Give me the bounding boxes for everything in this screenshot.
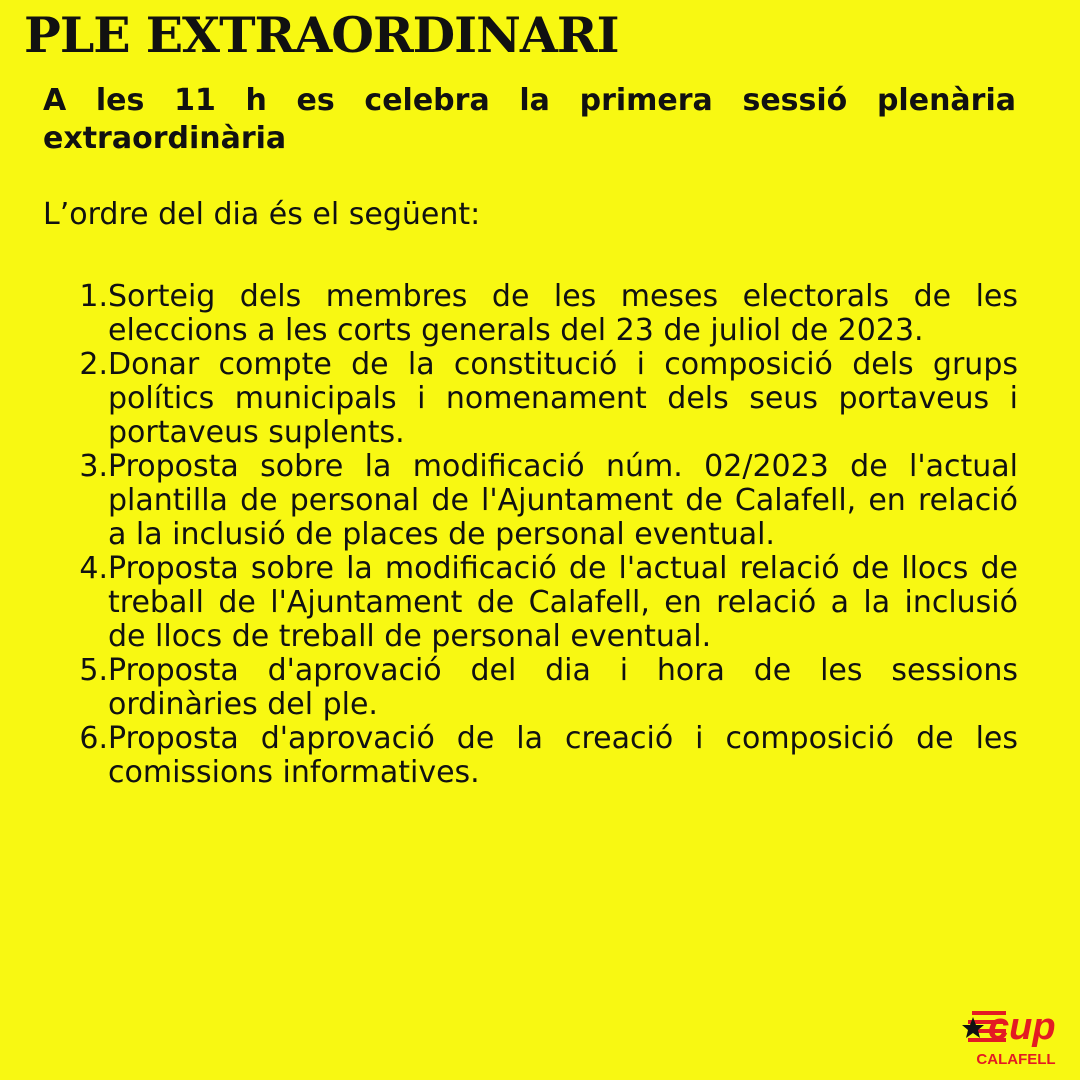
cup-calafell-logo [962,999,1074,1071]
agenda-item-text: Proposta sobre la modificació de l'actual relació de llocs de treball de l'Ajuntament de Calafell, en relació a la inclusió de llocs de treball de personal eventual. [108,551,1018,654]
agenda-list [60,280,1018,790]
cup-logo-word: cup [988,1006,1056,1048]
agenda-item-number: 2. [79,347,108,382]
agenda-item-number: 3. [79,449,108,484]
agenda-item-5 [60,654,1018,722]
agenda-item-text: Proposta d'aprovació del dia i hora de les sessions ordinàries del ple. [108,653,1018,722]
agenda-item-number: 4. [79,551,108,586]
agenda-item-1 [60,280,1018,348]
agenda-item-number: 5. [79,653,108,688]
agenda-item-2 [60,348,1018,450]
calafell-logo-label: CALAFELL [976,1051,1056,1068]
agenda-item-number: 1. [79,279,108,314]
cup-logo-graphic [962,999,1074,1071]
agenda-item-3 [60,450,1018,552]
agenda-item-number: 6. [79,721,108,756]
agenda-item-6 [60,722,1018,790]
agenda-lead: L’ordre del dia és el següent: [43,197,481,232]
agenda-item-text: Proposta d'aprovació de la creació i composició de les comissions informatives. [108,721,1018,790]
agenda-item-text: Proposta sobre la modificació núm. 02/2023 de l'actual plantilla de personal de l'Ajuntament de Calafell, en relació a la inclusió de places de personal eventual. [108,449,1018,552]
session-intro: A les 11 h es celebra la primera sessió plenària extraordinària [43,83,1016,156]
agenda-item-text: Sorteig dels membres de les meses electorals de les eleccions a les corts generals del 23 de juliol de 2023. [108,279,1018,348]
page-title: PLE EXTRAORDINARI [24,6,619,64]
agenda-item-text: Donar compte de la constitució i composició dels grups polítics municipals i nomenament dels seus portaveus i portaveus suplents. [108,347,1018,450]
agenda-item-4 [60,552,1018,654]
